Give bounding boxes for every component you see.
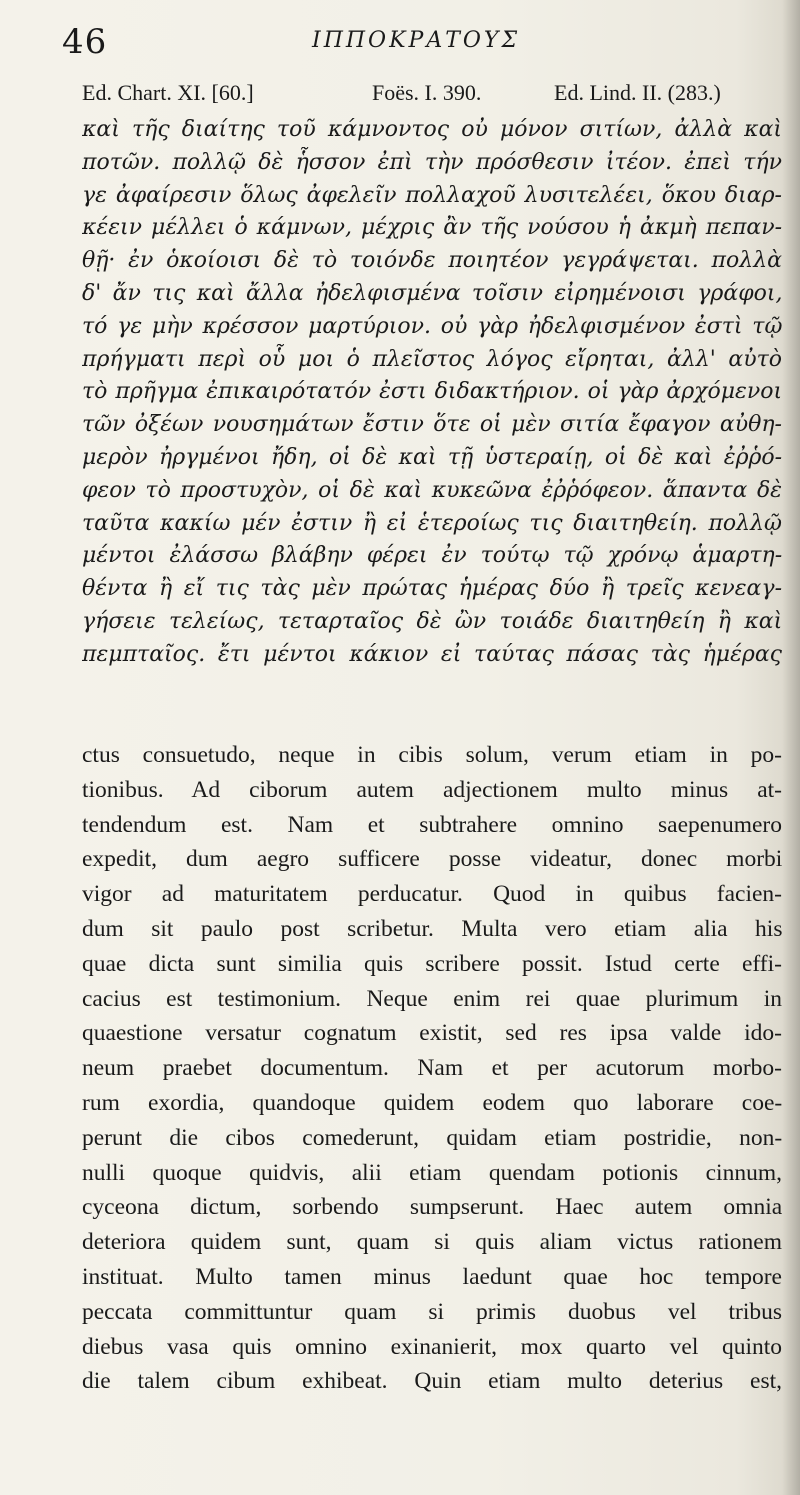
latin-line: rum exordia, quandoque quidem eodem quo laborare coe- [82,1089,782,1116]
page-number: 46 [62,22,108,62]
latin-line: quaestione versatur cognatum existit, sed res ipsa valde ido- [82,1020,782,1047]
latin-line: neum praebet documentum. Nam et per acutorum morbo- [82,1055,782,1082]
page-header [62,18,762,68]
latin-line: tionibus. Ad ciborum autem adjectionem multo minus at- [82,776,782,803]
greek-line: τό γε μὴν κρέσσον μαρτύριον. οὐ γὰρ ἠδελφισμένον ἐστὶ τῷ [82,313,782,339]
greek-line: θέντα ἢ εἴ τις τὰς μὲν πρώτας ἡμέρας δύο ἢ τρεῖς κενεαγ- [82,576,782,602]
latin-line: deteriora quidem sunt, quam si quis aliam victus rationem [82,1229,782,1256]
latin-line: diebus vasa quis omnino exinanierit, mox quarto vel quinto [82,1333,782,1360]
greek-line: φεον τὸ προστυχὸν, οἱ δὲ καὶ κυκεῶνα ἐῤῥόφεον. ἅπαντα δὲ [82,477,782,503]
linden-edition-ref: Ed. Lind. II. (283.) [554,80,721,105]
edition-references [82,80,782,112]
greek-line: γε ἀφαίρεσιν ὅλως ἀφελεῖν πολλαχοῦ λυσιτελέει, ὅκου διαρ- [82,182,782,208]
greek-line: κέειν μέλλει ὁ κάμνων, μέχρις ἂν τῆς νούσου ἡ ἀκμὴ πεπαν- [82,215,782,241]
latin-line: vigor ad maturitatem perducatur. Quod in quibus facien- [82,881,782,908]
greek-line: μερὸν ἠργμένοι ἤδη, οἱ δὲ καὶ τῇ ὑστεραίῃ, οἱ δὲ καὶ ἐῤῥό- [82,444,782,470]
greek-line: ταῦτα κακίω μέν ἐστιν ἢ εἰ ἑτεροίως τις διαιτηθείη. πολλῷ [82,510,782,536]
greek-line: πρήγματι περὶ οὗ μοι ὁ πλεῖστος λόγος εἴρηται, ἀλλ' αὐτὸ [82,346,782,372]
greek-line: γήσειε τελείως, τεταρταῖος δὲ ὢν τοιάδε διαιτηθείη ἢ καὶ [82,608,782,634]
latin-line: die talem cibum exhibeat. Quin etiam multo deterius est, [82,1368,782,1395]
latin-line: perunt die cibos comederunt, quidam etiam postridie, non- [82,1124,782,1151]
latin-line: peccata committuntur quam si primis duobus vel tribus [82,1298,782,1325]
page-edge-shadow [782,0,800,1495]
greek-text [82,114,782,672]
latin-line: ctus consuetudo, neque in cibis solum, verum etiam in po- [82,742,782,768]
greek-line: ποτῶν. πολλῷ δὲ ἧσσον ἐπὶ τὴν πρόσθεσιν ἰτέον. ἐπεὶ τήν [82,149,782,175]
latin-line: quae dicta sunt similia quis scribere possit. Istud certe effi- [82,950,782,977]
latin-line: tendendum est. Nam et subtrahere omnino saepenumero [82,811,782,838]
greek-line: δ' ἄν τις καὶ ἄλλα ἠδελφισμένα τοῖσιν εἰρημένοισι γράφοι, [82,280,782,306]
greek-line: τὸ πρῆγμα ἐπικαιρότατόν ἐστι διδακτήριον. οἱ γὰρ ἀρχόμενοι [82,379,782,405]
latin-line: nulli quoque quidvis, alii etiam quendam potionis cinnum, [82,1159,782,1186]
greek-line: καὶ τῆς διαίτης τοῦ κάμνοντος οὐ μόνον σιτίων, ἀλλὰ καὶ [82,117,782,142]
chartier-edition-ref: Ed. Chart. XI. [60.] [82,80,254,105]
greek-line: τῶν ὀξέων νουσημάτων ἔστιν ὅτε οἱ μὲν σιτία ἔφαγον αὐθη- [82,412,782,438]
latin-line: dum sit paulo post scribetur. Multa vero etiam alia his [82,915,782,942]
greek-line: θῇ· ἐν ὁκοίοισι δὲ τὸ τοιόνδε ποιητέον γεγράψεται. πολλὰ [82,248,782,274]
greek-line: μέντοι ἐλάσσω βλάβην φέρει ἐν τούτῳ τῷ χρόνῳ ἁμαρτη- [82,543,782,569]
latin-line: expedit, dum aegro sufficere posse videatur, donec morbi [82,846,782,873]
latin-line: cyceona dictum, sorbendo sumpserunt. Haec autem omnia [82,1194,782,1221]
latin-translation [82,738,782,1399]
greek-line: πεμπταῖος. ἔτι μέντοι κάκιον εἰ ταύτας πάσας τὰς ἡμέρας [82,641,782,667]
foesius-edition-ref: Foës. I. 390. [372,80,482,105]
running-title: ΙΠΠΟΚΡΑΤΟΥΣ [312,28,521,53]
latin-line: instituat. Multo tamen minus laedunt quae hoc tempore [82,1263,782,1290]
latin-line: cacius est testimonium. Neque enim rei quae plurimum in [82,985,782,1012]
